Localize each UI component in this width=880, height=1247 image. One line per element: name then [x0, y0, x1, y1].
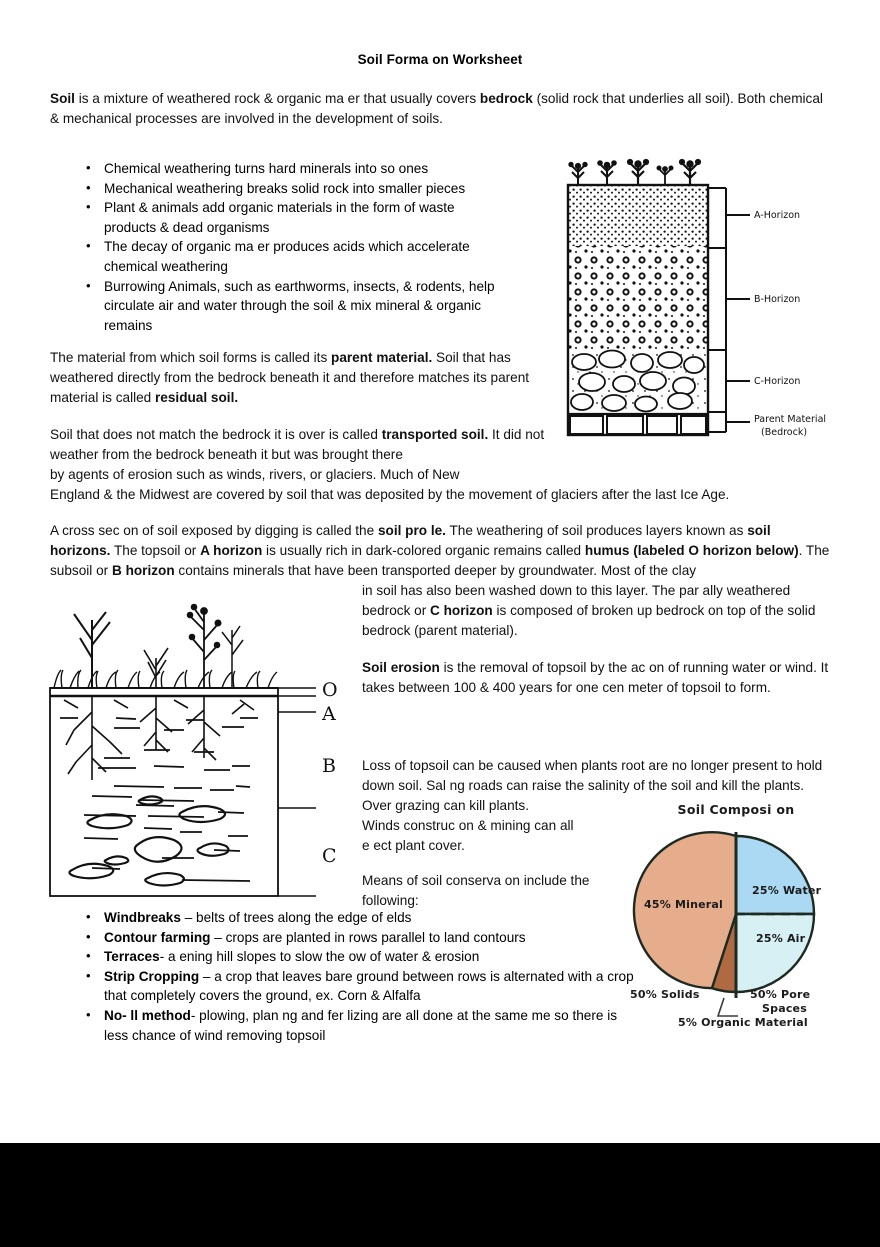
slice-air	[736, 914, 814, 992]
ts-text-1: Soil that does not match the bedrock it is over is called	[50, 427, 382, 442]
list-item	[78, 947, 638, 967]
soil-profile-diagram	[44, 600, 354, 900]
ch-text-2: is composed of broken up bedrock on top of the solid bedrock (parent material).	[362, 603, 816, 638]
bullet-desc-windbreaks: – belts of trees along the edge of elds	[180, 910, 412, 925]
horizon-bracket	[708, 188, 750, 432]
label-b-horizon: B-Horizon	[754, 294, 801, 305]
page-title: Soil Forma on Worksheet	[357, 52, 523, 67]
ts-text-2: It did not weather from the bedrock beneath it but was brought there	[50, 427, 545, 462]
intro-paragraph	[50, 89, 832, 129]
transported-soil-line3: England & the Midwest are covered by soil that was deposited by the movement of glaciers after the last Ice Age.	[50, 487, 730, 502]
bullet-desc-no-till: - plowing, plan ng and fer lizing are all done at the same me so there is less chance of wind removing topsoil	[104, 1007, 618, 1043]
label-bedrock: (Bedrock)	[761, 427, 808, 438]
soil-conservation-bullet-list	[78, 908, 638, 1045]
intro-bedrock-term: bedrock	[479, 91, 533, 106]
soil-composition-pie-chart	[622, 802, 850, 1042]
bullet-term-contour-farming: Contour farming	[104, 929, 211, 945]
conservation-intro-line2: following:	[362, 893, 419, 908]
label-parent-material: Parent Material	[754, 414, 827, 425]
parent-material-paragraph	[50, 348, 540, 408]
sp-text-6: contains minerals that have been transported deeper by groundwater. Most of the clay	[174, 563, 697, 578]
label-solids: 50% Solids	[630, 988, 700, 1001]
topsoil-loss-line3: e ect plant cover.	[362, 838, 465, 853]
sp-text-2: The weathering of soil produces layers known as	[445, 523, 748, 538]
sp-text-3: The topsoil or	[110, 543, 201, 558]
list-item: • Plant & animals add organic materials in the form of waste products & dead organisms	[78, 198, 508, 237]
label-air: 25% Air	[756, 932, 806, 945]
bullet-term-no-till: No- ll method	[104, 1007, 191, 1023]
ts-term-transported-soil: transported soil.	[381, 427, 489, 442]
intro-soil-term: Soil	[50, 91, 75, 106]
intro-text-2: (solid rock that underlies all soil). Both chemical & mechanical processes are involved in the development of soils.	[50, 91, 823, 126]
bullet-desc-contour-farming: – crops are planted in rows parallel to land contours	[210, 929, 526, 945]
page-footer-band	[0, 1143, 880, 1247]
chart-title: Soil Composi on	[677, 802, 795, 817]
surface-vegetation-icon	[569, 160, 700, 186]
list-item: • Burrowing Animals, such as earthworms, insects, & rodents, help circulate air and water through the soil & mix mineral & organic remains	[78, 277, 508, 336]
bullet-term-strip-cropping: Strip Cropping	[104, 968, 200, 984]
label-c-horizon-left: C	[322, 845, 337, 867]
pm-term-parent-material: parent material.	[331, 350, 433, 365]
pm-text-1: The material from which soil forms is called its	[50, 350, 332, 365]
soil-horizon-column-figure	[558, 160, 838, 445]
pie-chart-graphic	[622, 802, 850, 1042]
bullet-desc-strip-cropping: – a crop that leaves bare ground between rows is alternated with a crop that completely covers the ground, ex. Corn & Alfalfa	[104, 968, 634, 1004]
organic-leader-line	[718, 998, 738, 1016]
label-c-horizon: C-Horizon	[754, 376, 801, 387]
plant-grass-icon	[144, 648, 168, 688]
conservation-intro-line1: Means of soil conserva on include the	[362, 873, 590, 888]
se-term-soil-erosion: Soil erosion	[362, 660, 440, 675]
label-pore-spaces-line2: Spaces	[762, 1002, 807, 1015]
plant-stalk-icon	[222, 626, 243, 688]
sp-term-humus: humus (labeled O horizon below)	[584, 543, 799, 558]
intro-text-1: is a mixture of weathered rock & organic ma er that usually covers	[74, 91, 480, 106]
plant-shrub-icon	[74, 612, 110, 688]
c-horizon-paragraph	[362, 581, 834, 641]
label-water: 25% Water	[752, 884, 822, 897]
grass-line-icon	[54, 670, 277, 688]
list-item	[78, 928, 638, 948]
soil-profile-illustration	[44, 600, 354, 900]
se-text-1: is the removal of topsoil by the ac on of running water or wind. It takes between 100 & 400 years for one cen meter of topsoil to form.	[362, 660, 829, 695]
list-item	[78, 967, 638, 1006]
sp-text-1: A cross sec on of soil exposed by digging is called the	[50, 523, 378, 538]
transported-soil-line2: by agents of erosion such as winds, rivers, or glaciers. Much of New	[50, 467, 460, 482]
soil-profile-paragraph	[50, 521, 834, 581]
slice-water	[736, 836, 814, 914]
bullet-desc-terraces: - a ening hill slopes to slow the ow of water & erosion	[159, 949, 480, 965]
sp-term-soil-horizons: soil horizons.	[50, 523, 771, 558]
label-b-horizon-left: B	[322, 755, 336, 777]
soil-formation-bullet-list	[78, 159, 508, 335]
bullet-term-terraces: Terraces	[104, 949, 160, 965]
topsoil-loss-paragraph: Loss of topsoil can be caused when plants root are no longer present to hold down soil. Sal ng roads can raise the salinity of the soil and kill the plants. Over grazing can kill plants.	[362, 758, 823, 813]
sp-term-a-horizon: A horizon	[200, 543, 263, 558]
label-mineral: 45% Mineral	[644, 898, 723, 911]
label-a-horizon-left: A	[322, 703, 336, 725]
sp-term-b-horizon: B horizon	[111, 563, 175, 578]
sp-text-4: is usually rich in dark-colored organic remains called	[262, 543, 585, 558]
label-a-horizon: A-Horizon	[754, 210, 801, 221]
list-item: • Mechanical weathering breaks solid rock into smaller pieces	[78, 179, 508, 199]
list-item: • The decay of organic ma er produces acids which accelerate chemical weathering	[78, 237, 508, 276]
transported-soil-paragraph	[50, 425, 550, 465]
list-item: • Chemical weathering turns hard minerals into so ones	[78, 159, 508, 179]
list-item	[78, 908, 638, 928]
sp-text-5: . The subsoil or	[50, 543, 830, 578]
soil-erosion-paragraph	[362, 658, 834, 698]
soil-horizon-diagram	[558, 160, 838, 445]
topsoil-loss-line2: Winds construc on & mining can all	[362, 818, 574, 833]
bullet-term-windbreaks: Windbreaks	[104, 910, 181, 925]
horizon-leader-lines	[278, 688, 316, 896]
plant-flower-icon	[188, 605, 221, 688]
pm-term-residual-soil: residual soil.	[155, 390, 239, 405]
ch-term-c-horizon: C horizon	[430, 603, 493, 618]
list-item	[78, 1006, 638, 1045]
label-pore-spaces: 50% Pore	[750, 988, 811, 1001]
pie-slices	[634, 832, 814, 992]
pm-text-2: Soil that has weathered directly from the bedrock beneath it and therefore matches its parent material is called	[50, 350, 530, 405]
sp-term-soil-profile: soil pro le.	[377, 523, 446, 538]
bedrock-blocks-icon	[570, 416, 706, 434]
label-o-horizon: O	[322, 679, 338, 701]
label-organic-material: 5% Organic Material	[678, 1016, 808, 1029]
ch-text-1: in soil has also been washed down to this layer. The par ally weathered bedrock or	[362, 583, 791, 618]
